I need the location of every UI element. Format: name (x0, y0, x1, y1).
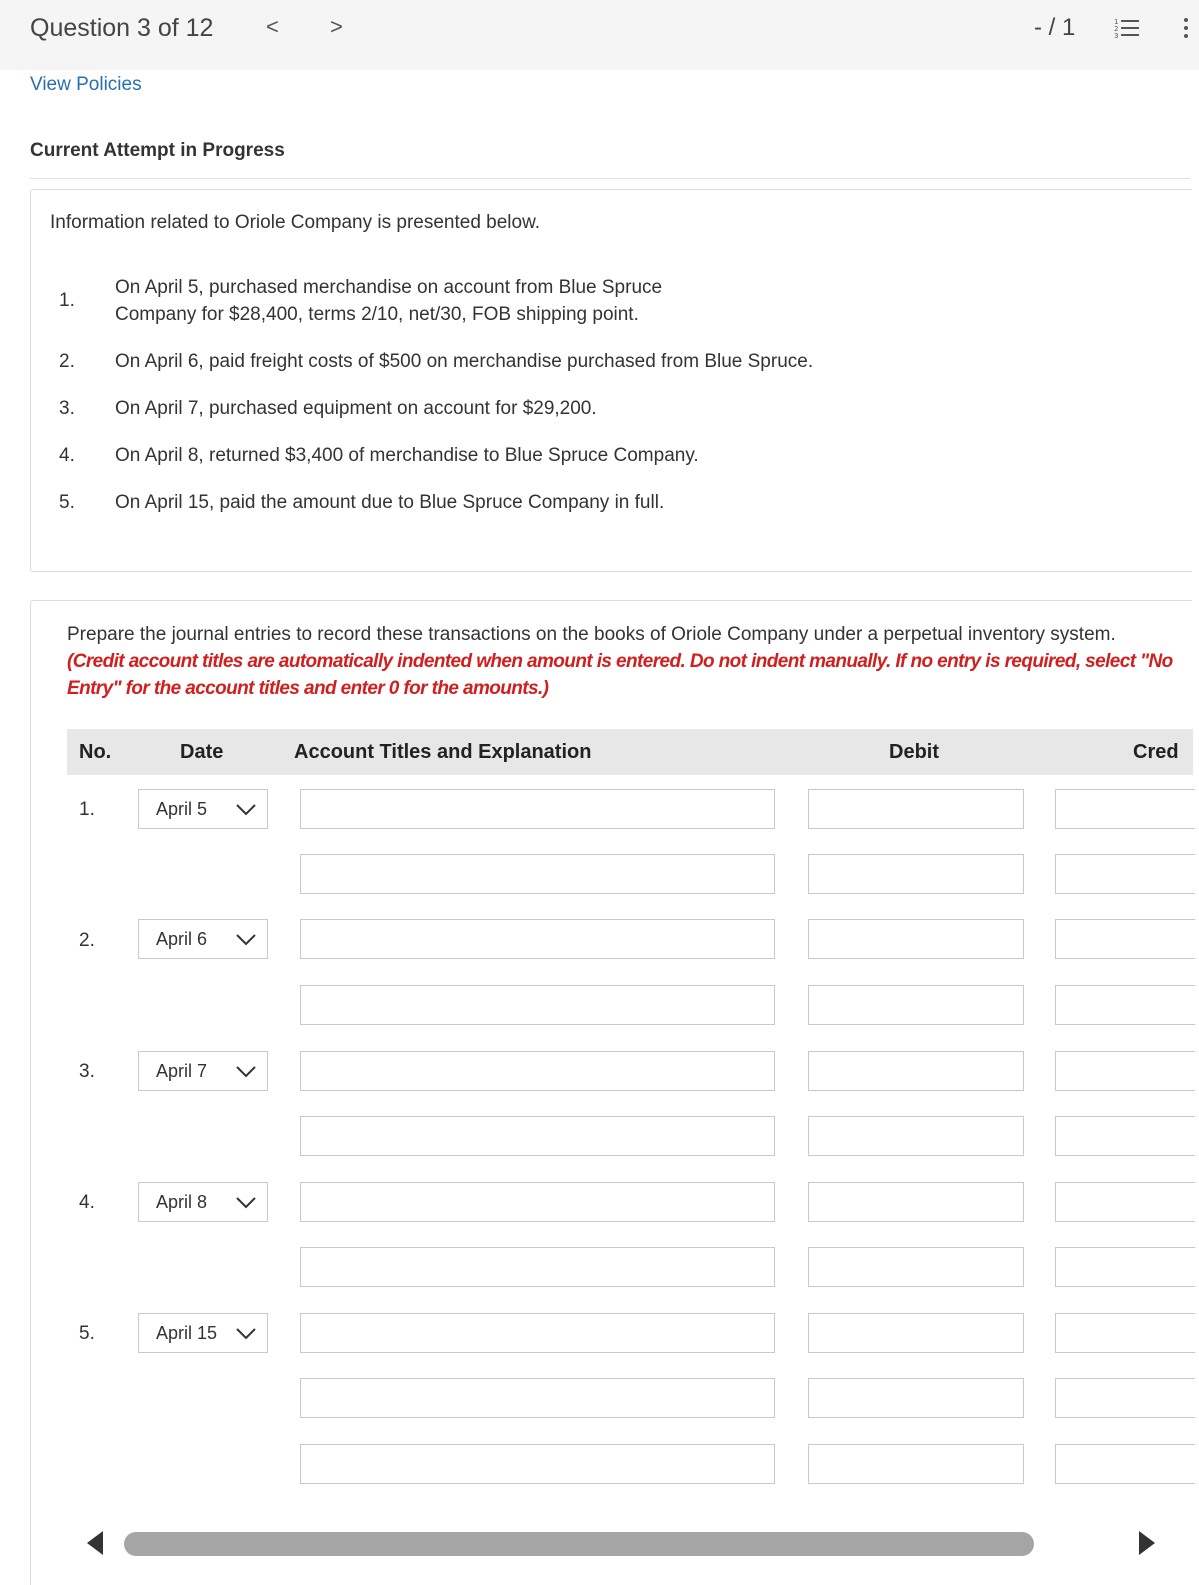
credit-input[interactable] (1055, 985, 1195, 1025)
credit-input[interactable] (1055, 1313, 1195, 1353)
question-counter: Question 3 of 12 (30, 14, 214, 42)
svg-text:1: 1 (1114, 18, 1119, 26)
horizontal-scrollbar[interactable] (67, 1523, 1159, 1563)
column-header-account: Account Titles and Explanation (294, 741, 592, 763)
debit-input[interactable] (808, 919, 1024, 959)
credit-input[interactable] (1055, 1182, 1195, 1222)
instructions-text: Prepare the journal entries to record these transactions on the books of Oriole Company under a perpetual inventory system. (67, 624, 1116, 645)
column-header-debit: Debit (889, 741, 939, 763)
list-item-number: 4. (59, 445, 75, 466)
next-question-button[interactable]: > (330, 14, 343, 39)
date-select[interactable] (138, 1051, 268, 1091)
date-value: April 7 (156, 1061, 208, 1081)
debit-input[interactable] (808, 789, 1024, 829)
date-select[interactable] (138, 789, 268, 829)
previous-question-button[interactable]: < (266, 14, 279, 39)
credit-input[interactable] (1055, 789, 1195, 829)
account-title-input[interactable] (300, 854, 775, 894)
column-header-date: Date (180, 741, 224, 763)
chevron-down-icon (235, 801, 257, 817)
column-header-no: No. (79, 741, 112, 763)
scrollbar-thumb[interactable] (124, 1532, 1034, 1556)
account-title-input[interactable] (300, 1313, 775, 1353)
date-select[interactable] (138, 1313, 268, 1353)
credit-input[interactable] (1055, 1247, 1195, 1287)
question-list-icon[interactable] (1114, 17, 1140, 39)
entry-number: 1. (79, 799, 95, 820)
date-select[interactable] (138, 1182, 268, 1222)
debit-input[interactable] (808, 1378, 1024, 1418)
account-title-input[interactable] (300, 1444, 775, 1484)
debit-input[interactable] (808, 1116, 1024, 1156)
scroll-right-arrow-icon[interactable] (1137, 1531, 1157, 1555)
date-value: April 8 (156, 1192, 208, 1212)
score-indicator: - / 1 (1034, 14, 1076, 41)
scroll-left-arrow-icon[interactable] (85, 1531, 105, 1555)
debit-input[interactable] (808, 1182, 1024, 1222)
date-value: April 15 (156, 1323, 218, 1343)
svg-text:2: 2 (1114, 25, 1119, 33)
list-item-text: On April 7, purchased equipment on account for $29,200. (115, 398, 597, 419)
problem-information-panel (30, 189, 1192, 572)
journal-entry-panel (30, 600, 1192, 1585)
credit-input[interactable] (1055, 1051, 1195, 1091)
list-item-text: On April 6, paid freight costs of $500 on merchandise purchased from Blue Spruce. (115, 351, 814, 372)
list-item-number: 2. (59, 351, 75, 372)
account-title-input[interactable] (300, 1116, 775, 1156)
divider (30, 178, 1190, 179)
svg-text:3: 3 (1114, 32, 1119, 39)
entry-number: 3. (79, 1061, 95, 1082)
account-title-input[interactable] (300, 789, 775, 829)
entry-number: 5. (79, 1323, 95, 1344)
list-item-number: 3. (59, 398, 75, 419)
list-item-text: On April 8, returned $3,400 of merchandise to Blue Spruce Company. (115, 445, 699, 466)
debit-input[interactable] (808, 1247, 1024, 1287)
column-header-credit: Cred (1133, 741, 1179, 763)
account-title-input[interactable] (300, 1247, 775, 1287)
credit-input[interactable] (1055, 919, 1195, 959)
instructions (67, 621, 1177, 702)
account-title-input[interactable] (300, 1378, 775, 1418)
date-value: April 6 (156, 929, 208, 949)
table-header (67, 729, 1193, 775)
account-title-input[interactable] (300, 1051, 775, 1091)
chevron-down-icon (235, 931, 257, 947)
credit-input[interactable] (1055, 854, 1195, 894)
entry-number: 2. (79, 930, 95, 951)
account-title-input[interactable] (300, 985, 775, 1025)
date-value: April 5 (156, 799, 208, 819)
account-title-input[interactable] (300, 1182, 775, 1222)
chevron-down-icon (235, 1325, 257, 1341)
chevron-down-icon (235, 1063, 257, 1079)
debit-input[interactable] (808, 985, 1024, 1025)
debit-input[interactable] (808, 1444, 1024, 1484)
list-item-number: 1. (59, 290, 75, 311)
list-item-text: On April 5, purchased merchandise on account from Blue Spruce Company for $28,400, terms 2/10, net/30, FOB shipping point. (115, 277, 663, 325)
debit-input[interactable] (808, 1051, 1024, 1091)
credit-input[interactable] (1055, 1444, 1195, 1484)
chevron-down-icon (235, 1194, 257, 1210)
debit-input[interactable] (808, 1313, 1024, 1353)
more-options-icon[interactable] (1182, 17, 1190, 39)
list-item-text: On April 15, paid the amount due to Blue Spruce Company in full. (115, 492, 665, 513)
credit-input[interactable] (1055, 1378, 1195, 1418)
entry-number: 4. (79, 1192, 95, 1213)
info-intro: Information related to Oriole Company is presented below. (50, 212, 541, 233)
list-item-number: 5. (59, 492, 75, 513)
instructions-note: (Credit account titles are automatically indented when amount is entered. Do not indent manually. If no entry is required, select "No Entry" for the account titles and enter 0 for the amounts.) (67, 651, 1173, 699)
top-bar (0, 0, 1199, 70)
credit-input[interactable] (1055, 1116, 1195, 1156)
attempt-status: Current Attempt in Progress (30, 140, 285, 161)
debit-input[interactable] (808, 854, 1024, 894)
account-title-input[interactable] (300, 919, 775, 959)
date-select[interactable] (138, 919, 268, 959)
view-policies-link[interactable]: View Policies (30, 74, 142, 95)
